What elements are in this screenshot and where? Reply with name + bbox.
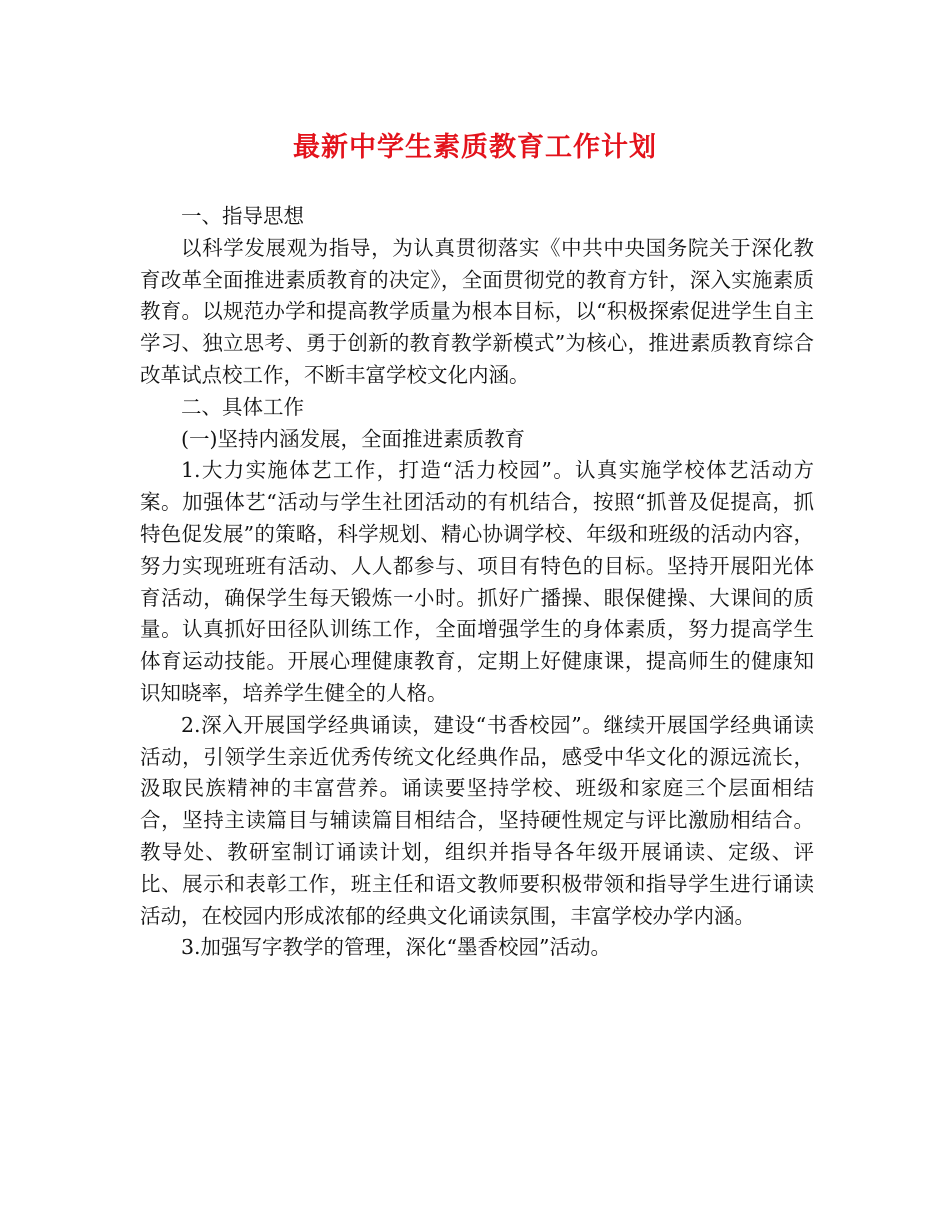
subsection-heading-connotation-development: (一)坚持内涵发展，全面推进素质教育: [181, 426, 525, 451]
section-heading-specific-work: 二、具体工作: [181, 394, 304, 419]
document-body: [140, 201, 814, 964]
document-title: 最新中学生素质教育工作计划: [293, 132, 657, 163]
paragraph-item-1-sports-arts: 1.大力实施体艺工作，打造“活力校园”。认真实施学校体艺活动方案。加强体艺“活动与学生社团活动的有机结合，按照“抓普及促提高，抓特色促发展”的策略，科学规划、精心协调学校、年级和班级的活动内容，努力实现班班有活动、人人都参与、项目有特色的目标。坚持开展阳光体育活动，确保学生每天锻炼一小时。抓好广播操、眼保健操、大课间的质量。认真抓好田径队训练工作，全面增强学生的身体素质，努力提高学生体育运动技能。开展心理健康教育，定期上好健康课，提高师生的健康知识知晓率，培养学生健全的人格。: [140, 458, 814, 705]
paragraph-guiding-ideology: 以科学发展观为指导，为认真贯彻落实《中共中央国务院关于深化教育改革全面推进素质教育的决定》，全面贯彻党的教育方针，深入实施素质教育。以规范办学和提高教学质量为根本目标，以“积极探索促进学生自主学习、独立思考、勇于创新的教育教学新模式”为核心，推进素质教育综合改革试点校工作，不断丰富学校文化内涵。: [140, 235, 814, 387]
paragraph-item-3-calligraphy: 3.加强写字教学的管理，深化“墨香校园”活动。: [181, 935, 612, 960]
section-heading-guiding-ideology: 一、指导思想: [181, 204, 304, 228]
paragraph-item-2-classics-reading: 2.深入开展国学经典诵读，建设“书香校园”。继续开展国学经典诵读活动，引领学生亲近优秀传统文化经典作品，感受中华文化的源远流长，汲取民族精神的丰富营养。诵读要坚持学校、班级和家庭三个层面相结合，坚持主读篇目与辅读篇目相结合，坚持硬性规定与评比激励相结合。教导处、教研室制订诵读计划，组织并指导各年级开展诵读、定级、评比、展示和表彰工作，班主任和语文教师要积极带领和指导学生进行诵读活动，在校园内形成浓郁的经典文化诵读氛围，丰富学校办学内涵。: [140, 712, 814, 928]
